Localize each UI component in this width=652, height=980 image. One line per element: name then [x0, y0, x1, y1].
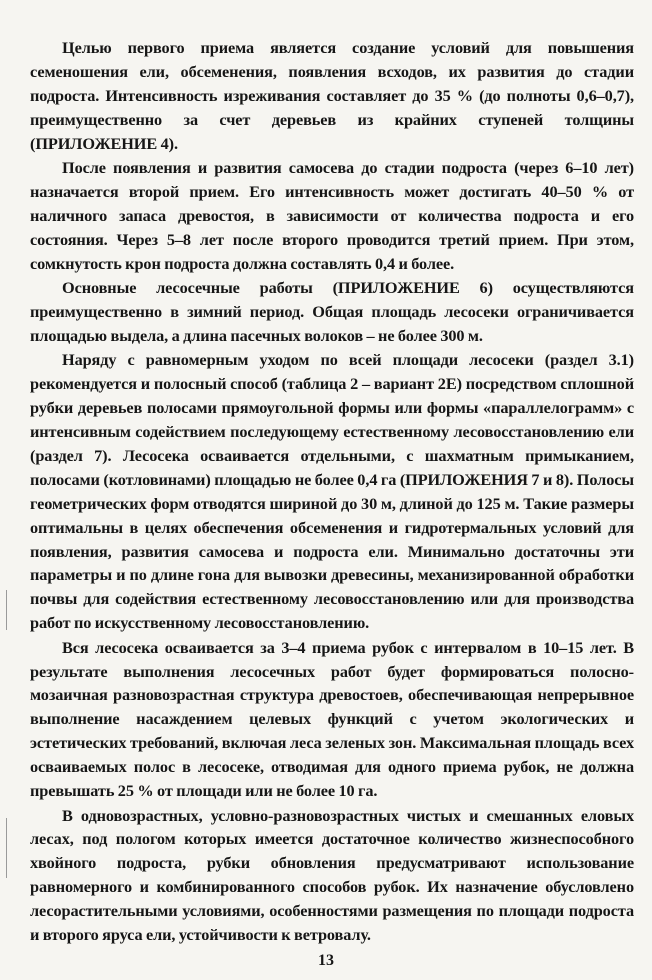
page-number: 13: [318, 952, 334, 969]
scan-edge-mark: [6, 818, 7, 878]
scan-edge-mark: [6, 590, 7, 630]
paragraph: Целью первого приема является создание условий для повышения семеношения ели, обсеменения, появления всходов, их развития до стадии подроста. Интенсивность изреживания составляет до 35 % (до полноты 0,6–0,7), преимущественно за счет деревьев из крайних ступеней толщины (ПРИЛОЖЕНИЕ 4).: [30, 38, 634, 153]
paragraph: Наряду с равномерным уходом по всей площади лесосеки (раздел 3.1) рекомендуется и полосный способ (таблица 2 – вариант 2Е) посредством сплошной рубки деревьев полосами прямоугольной формы или формы «параллелограмм» с интенсивным содействием последующему естественному лесовосстановлению ели (раздел 7). Лесосека осваивается отдельными, с шахматным примыканием, полосами (котловинами) площадью не более 0,4 га (ПРИЛОЖЕНИЯ 7 и 8). Полосы геометрических форм отводятся шириной до 30 м, длиной до 125 м. Такие размеры оптимальны в целях обеспечения обсеменения и гидротермальных условий для появления, развития самосева и подроста ели. Минимально достаточны эти параметры и по длине гона для вывозки древесины, механизированной обработки почвы для содействия естественному лесовосстановлению или для производства работ по искусственному лесовосстановлению.: [30, 350, 634, 633]
document-body: [30, 36, 634, 947]
paragraph: Вся лесосека осваивается за 3–4 приема рубок с интервалом в 10–15 лет. В результате выполнения лесосечных работ будет формироваться полосно-мозаичная разновозрастная структура древостоев, обеспечивающая непрерывное выполнение насаждением целевых функций с учетом экологических и эстетических требований, включая леса зеленых зон. Максимальная площадь всех осваиваемых полос в лесосеке, отводимая для одного приема рубок, не должна превышать 25 % от площади или не более 10 га.: [30, 637, 634, 801]
paragraph: В одновозрастных, условно-разновозрастных чистых и смешанных еловых лесах, под пологом которых имеется достаточное количество жизнеспособного хвойного подроста, рубки обновления предусматривают использование равномерного и комбинированного способов рубок. Их назначение обусловлено лесорастительными условиями, особенностями размещения по площади подроста и второго яруса ели, устойчивости к ветровалу.: [30, 805, 634, 945]
paragraph: После появления и развития самосева до стадии подроста (через 6–10 лет) назначается второй прием. Его интенсивность может достигать 40–50 % от наличного запаса древостоя, в зависимости от количества подроста и его состояния. Через 5–8 лет после второго проводится третий прием. При этом, сомкнутость крон подроста должна составлять 0,4 и более.: [30, 158, 634, 273]
paragraph: Основные лесосечные работы (ПРИЛОЖЕНИЕ 6) осуществляются преимущественно в зимний период. Общая площадь лесосеки ограничивается площадью выдела, а длина пасечных волоков – не более 300 м.: [30, 278, 634, 345]
